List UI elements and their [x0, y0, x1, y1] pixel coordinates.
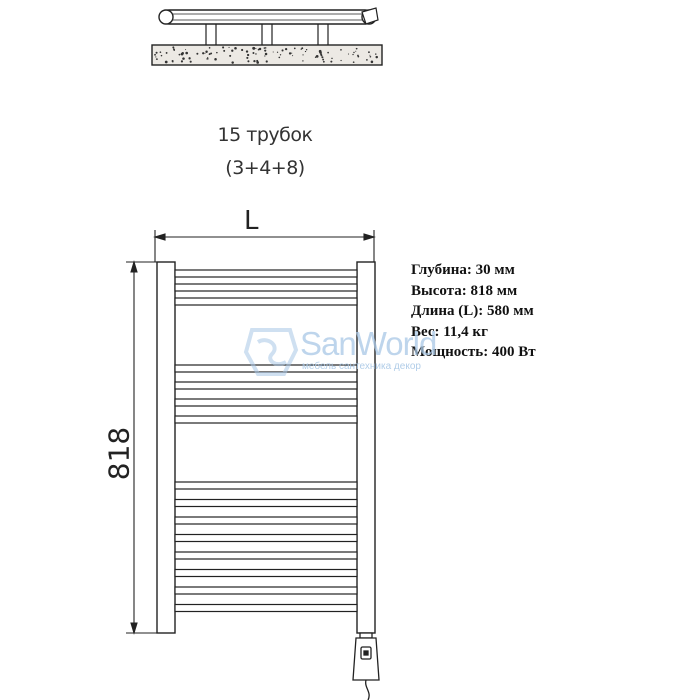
tube [175, 535, 357, 542]
width-dimension-line [155, 230, 374, 262]
horizontal-tubes [175, 270, 357, 612]
tube [175, 382, 357, 389]
tube-count-label: 15 трубок [217, 124, 313, 146]
tube-grouping-label: (3+4+8) [225, 157, 305, 179]
heating-element [353, 633, 379, 700]
tube [175, 570, 357, 577]
watermark-brand: SanWorld [300, 325, 437, 362]
tube [175, 482, 357, 489]
right-side-post [357, 262, 375, 633]
height-dimension-label: 818 [102, 426, 136, 481]
tube [175, 500, 357, 507]
top-view-rail [162, 10, 372, 24]
tube [175, 270, 357, 277]
left-side-post [157, 262, 175, 633]
tube [175, 587, 357, 594]
tube [175, 298, 357, 305]
spec-power: Мощность: 400 Вт [411, 344, 536, 360]
tube [175, 399, 357, 406]
spec-depth: Глубина: 30 мм [411, 262, 515, 278]
spec-weight: Вес: 11,4 кг [411, 323, 488, 340]
spec-height: Высота: 818 мм [411, 282, 518, 299]
rail-end-cap-left [159, 10, 173, 24]
tube [175, 284, 357, 291]
tube [175, 416, 357, 423]
tube [175, 552, 357, 559]
wall-brackets [206, 24, 328, 45]
width-dimension-label: L [244, 206, 259, 236]
watermark-tagline: мебель сантехника декор [302, 361, 421, 372]
tube [175, 605, 357, 612]
power-cable [366, 680, 369, 700]
tube [175, 517, 357, 524]
spec-length: Длина (L): 580 мм [411, 303, 534, 319]
